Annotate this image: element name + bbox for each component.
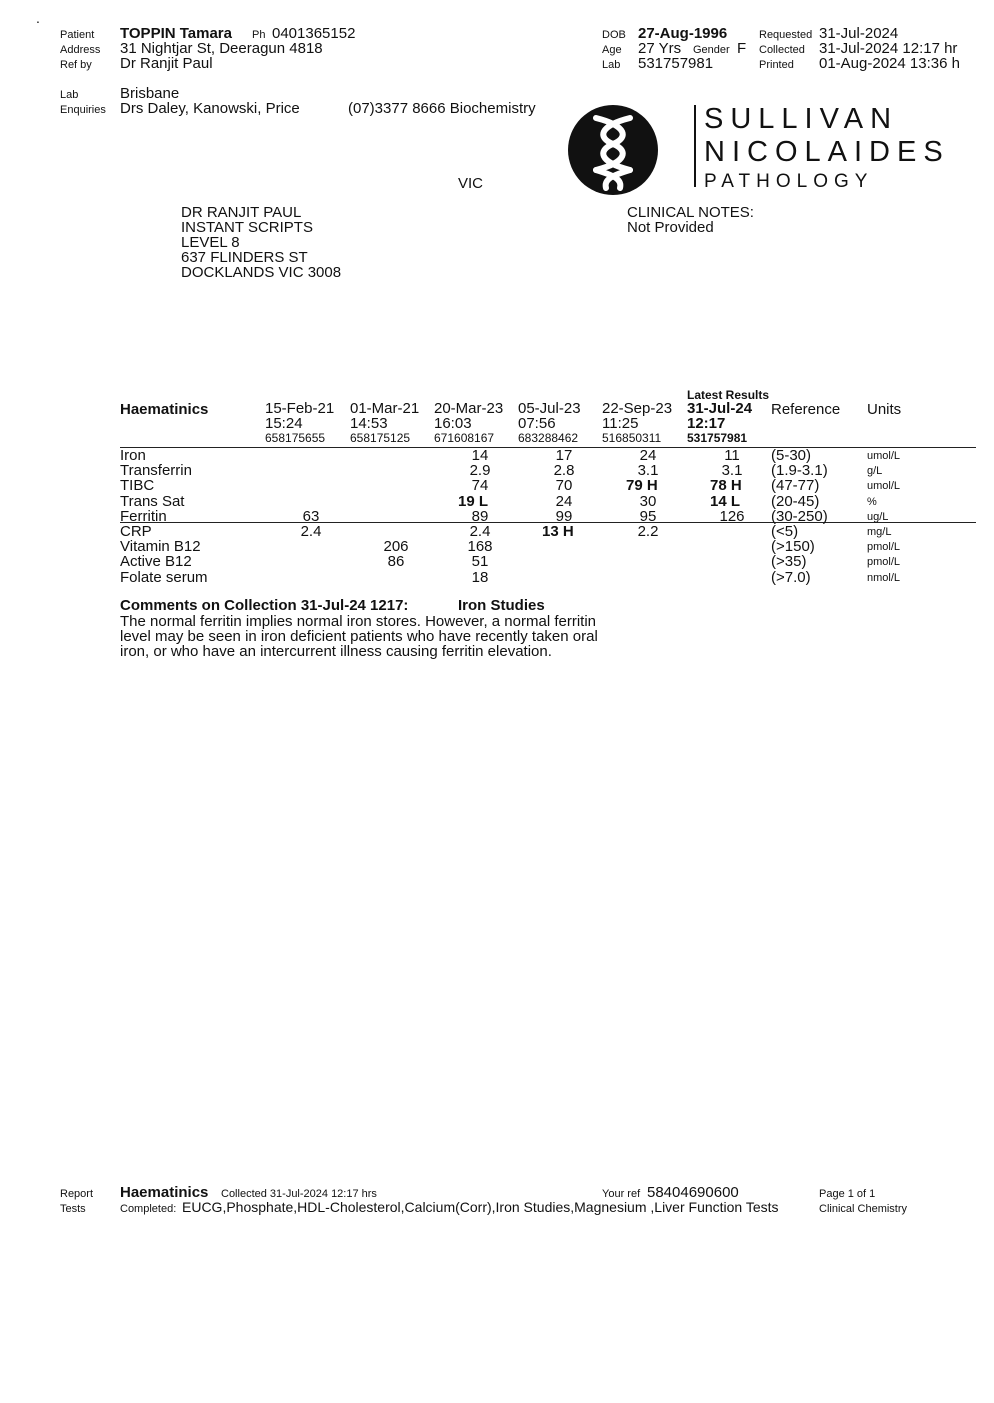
comment-line: The normal ferritin implies normal iron stores. However, a normal ferritin — [120, 613, 596, 630]
page-number: Page 1 of 1 — [819, 1188, 876, 1200]
column-date: 31-Jul-24 — [687, 400, 753, 417]
column-lab: 531757981 — [687, 431, 748, 445]
unit-label: pmol/L — [867, 541, 901, 554]
dob-label: DOB — [602, 29, 626, 41]
stray-dot: . — [36, 10, 40, 26]
unit-label: pmol/L — [867, 556, 901, 569]
result-value-flagged: 79 H — [626, 477, 658, 495]
test-name: Transferrin — [120, 462, 192, 480]
dob-value: 27-Aug-1996 — [638, 25, 728, 42]
gender-label: Gender — [693, 44, 730, 56]
column-header — [602, 401, 672, 445]
lab-location: Brisbane — [120, 85, 180, 102]
test-name: Vitamin B12 — [120, 538, 201, 556]
comment-line: iron, or who have an intercurrent illness causing ferritin elevation. — [120, 643, 552, 660]
address-line: 637 FLINDERS ST — [181, 249, 308, 266]
result-value: 2.4 — [469, 523, 491, 540]
enquiries-label: Enquiries — [60, 104, 106, 116]
result-value: 63 — [302, 507, 320, 525]
report-label: Report — [60, 1188, 94, 1200]
age-label: Age — [602, 44, 622, 56]
printed-label: Printed — [759, 59, 794, 71]
test-name: Folate serum — [120, 568, 208, 586]
lab-label: Lab — [60, 89, 79, 101]
result-value-flagged: 13 H — [542, 523, 574, 540]
completed-label: Completed: — [120, 1203, 177, 1215]
age-value: 27 Yrs — [638, 40, 682, 57]
column-header — [265, 401, 334, 445]
labno-value: 531757981 — [638, 55, 714, 72]
comments-title: Comments on Collection 31-Jul-24 1217: — [120, 597, 409, 614]
reference-range: (5-30) — [771, 447, 812, 464]
result-value: 24 — [639, 447, 657, 464]
column-date: 15-Feb-21 — [265, 400, 335, 417]
result-value-flagged: 19 L — [458, 492, 489, 510]
yourref-label: Your ref — [602, 1188, 641, 1200]
column-time: 15:24 — [265, 415, 303, 432]
result-value: 2.8 — [553, 462, 575, 480]
result-value: 89 — [471, 507, 489, 525]
result-value: 74 — [471, 477, 489, 495]
logo-divider — [694, 105, 696, 187]
reference-range: (20-45) — [771, 492, 820, 510]
result-value: 86 — [387, 553, 405, 571]
column-header — [518, 401, 581, 445]
clinical-notes-text: Not Provided — [627, 219, 714, 236]
test-name: TIBC — [120, 477, 155, 495]
phone-label: Ph — [252, 29, 266, 41]
address-label: Address — [60, 44, 101, 56]
collected-value: 31-Jul-2024 12:17 hr — [819, 40, 958, 57]
result-value: 95 — [639, 507, 657, 525]
latest-results-label: Latest Results — [687, 388, 770, 402]
result-value: 2.4 — [300, 523, 322, 540]
refby-value: Dr Ranjit Paul — [120, 55, 213, 72]
column-lab: 658175655 — [265, 431, 326, 445]
result-value: 17 — [555, 447, 573, 464]
column-date: 05-Jul-23 — [518, 400, 581, 417]
column-date: 01-Mar-21 — [350, 400, 420, 417]
unit-label: g/L — [867, 465, 883, 478]
printed-value: 01-Aug-2024 13:36 h — [819, 55, 960, 72]
result-value: 30 — [639, 492, 657, 510]
unit-label: umol/L — [867, 480, 901, 493]
logo-line-sullivan: SULLIVAN — [704, 103, 899, 135]
address-line: DR RANJIT PAUL — [181, 204, 302, 221]
test-name: CRP — [120, 523, 152, 540]
reference-range: (>7.0) — [771, 568, 811, 586]
reference-range: (47-77) — [771, 477, 820, 495]
section-title: Haematinics — [120, 401, 209, 418]
result-value-flagged: 78 H — [710, 477, 742, 495]
result-value: 18 — [471, 568, 489, 586]
unit-label: ug/L — [867, 510, 889, 523]
column-time: 07:56 — [518, 415, 556, 432]
result-value: 3.1 — [721, 462, 743, 480]
test-name: Active B12 — [120, 553, 192, 571]
sullivan-nicolaides-logo-icon — [566, 104, 660, 196]
department-label: Clinical Chemistry — [819, 1203, 908, 1215]
result-value: 2.2 — [637, 523, 659, 540]
report-name: Haematinics — [120, 1184, 209, 1201]
address-line: LEVEL 8 — [181, 234, 240, 251]
reference-range: (<5) — [771, 523, 799, 540]
result-value: 11 — [724, 447, 740, 464]
collected-label: Collected — [759, 44, 805, 56]
refby-label: Ref by — [60, 59, 92, 71]
column-header — [350, 401, 419, 445]
reference-range: (30-250) — [771, 507, 828, 525]
column-lab: 658175125 — [350, 431, 411, 445]
unit-label: mg/L — [867, 526, 892, 538]
column-time: 12:17 — [687, 415, 726, 432]
report-collected: Collected 31-Jul-2024 12:17 hrs — [221, 1188, 377, 1200]
unit-label: % — [867, 495, 877, 508]
yourref-value: 58404690600 — [647, 1184, 739, 1201]
gender-value: F — [737, 40, 747, 57]
result-value: 2.9 — [469, 462, 491, 480]
result-value-flagged: 14 L — [710, 492, 741, 510]
comments-subject: Iron Studies — [458, 597, 545, 614]
result-value: 206 — [383, 538, 409, 556]
reference-range: (>150) — [771, 538, 815, 556]
enquiries-value: Drs Daley, Kanowski, Price — [120, 100, 300, 117]
patient-name: TOPPIN Tamara — [120, 25, 232, 42]
state-label: VIC — [458, 175, 484, 192]
column-lab: 516850311 — [602, 431, 662, 445]
patient-address: 31 Nightjar St, Deeragun 4818 — [120, 40, 323, 57]
logo-line-pathology: PATHOLOGY — [704, 171, 874, 192]
result-value: 3.1 — [637, 462, 659, 480]
column-lab: 683288462 — [518, 431, 579, 445]
address-line: DOCKLANDS VIC 3008 — [181, 264, 342, 281]
clinical-notes-title: CLINICAL NOTES: — [627, 204, 754, 221]
patient-label: Patient — [60, 29, 95, 41]
test-name: Iron — [120, 447, 146, 464]
unit-label: nmol/L — [867, 571, 901, 584]
result-value: 14 — [471, 447, 489, 464]
reference-range: (>35) — [771, 553, 807, 571]
result-value: 99 — [555, 507, 573, 525]
address-line: INSTANT SCRIPTS — [181, 219, 313, 236]
reference-range: (1.9-3.1) — [771, 462, 828, 480]
result-value: 24 — [555, 492, 573, 510]
column-header-latest — [687, 401, 752, 445]
column-header — [434, 401, 503, 445]
result-value: 126 — [719, 507, 745, 525]
labno-label: Lab — [602, 59, 621, 71]
column-date: 20-Mar-23 — [434, 400, 504, 417]
test-name: Trans Sat — [120, 492, 185, 510]
column-time: 11:25 — [602, 415, 639, 432]
patient-phone: 0401365152 — [272, 25, 356, 42]
result-value: 70 — [555, 477, 573, 495]
column-lab: 671608167 — [434, 431, 495, 445]
logo-line-nicolaides: NICOLAIDES — [704, 136, 950, 168]
enquiries-phone: (07)3377 8666 Biochemistry — [348, 100, 536, 117]
unit-label: umol/L — [867, 450, 901, 462]
comment-line: level may be seen in iron deficient patients who have recently taken oral — [120, 628, 598, 645]
completed-tests: EUCG,Phosphate,HDL-Cholesterol,Calcium(Corr),Iron Studies,Magnesium ,Liver Function Tests — [182, 1199, 779, 1215]
column-time: 16:03 — [434, 415, 472, 432]
result-value: 51 — [471, 553, 489, 571]
test-name: Ferritin — [120, 507, 167, 525]
units-header: Units — [867, 401, 902, 418]
column-time: 14:53 — [350, 415, 388, 432]
result-value: 168 — [467, 538, 493, 556]
requested-label: Requested — [759, 29, 813, 41]
requested-value: 31-Jul-2024 — [819, 25, 899, 42]
column-date: 22-Sep-23 — [602, 400, 673, 417]
reference-header: Reference — [771, 401, 841, 418]
tests-label: Tests — [60, 1203, 86, 1215]
